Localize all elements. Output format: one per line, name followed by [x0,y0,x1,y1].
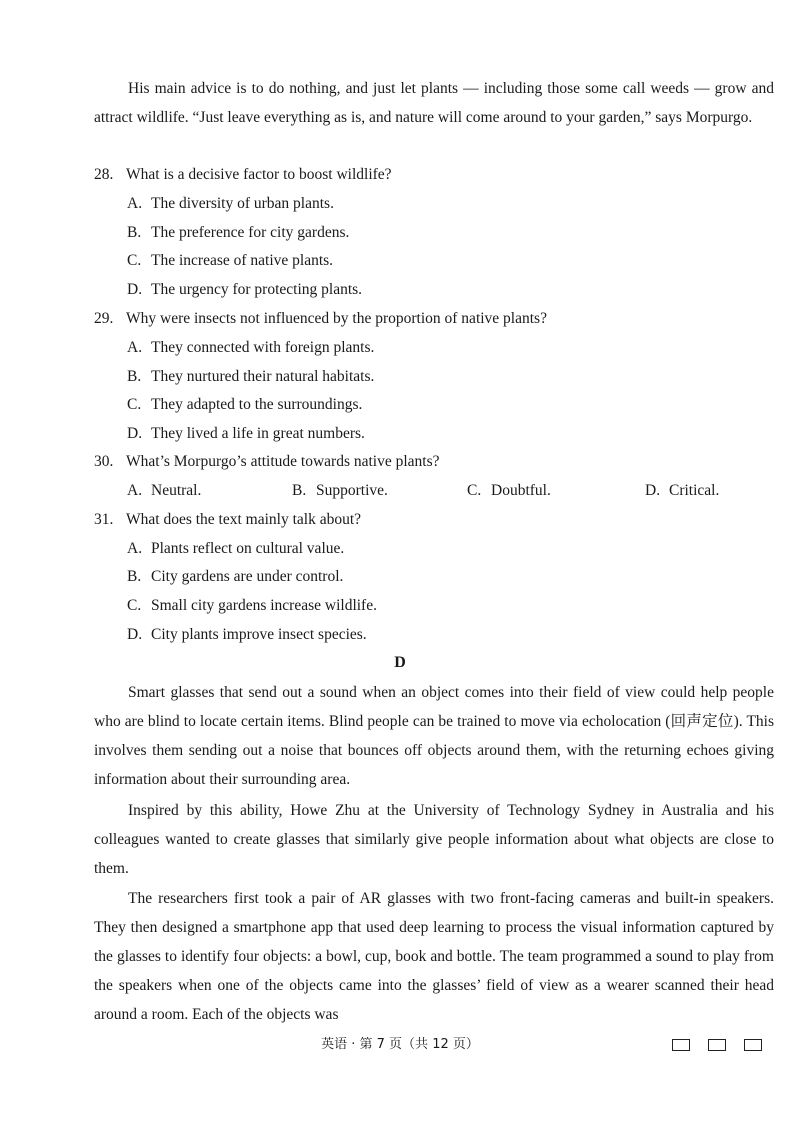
option-31-b[interactable] [127,562,767,591]
section-d-paragraph-1: Smart glasses that send out a sound when an object comes into their field of view could help people who are blind to locate certain items. Blind people can be trained to move via echolocation (回声定位). This involves them sending out a noise that bounces off objects around them, with the returning echoes giving information about their surrounding area. [94,684,774,788]
option-28-c[interactable] [127,246,767,275]
option-letter: C. [127,597,142,614]
option-letter: A. [127,339,143,356]
option-text: City plants improve insect species. [151,626,367,643]
option-text: Critical. [669,482,720,499]
option-31-c[interactable] [127,591,767,620]
option-29-b[interactable] [127,362,767,391]
question-number: 29. [94,310,114,327]
option-letter: D. [127,425,143,442]
option-letter: B. [127,368,142,385]
page-number-label: 英语 · 第 7 页（共 12 页） [321,1037,479,1052]
question-number: 28. [94,166,114,183]
option-letter: A. [127,540,143,557]
option-30-c[interactable] [467,476,551,505]
option-text: Small city gardens increase wildlife. [151,597,377,614]
score-box [708,1039,726,1051]
option-text: They nurtured their natural habitats. [151,368,375,385]
score-box [672,1039,690,1051]
option-29-c[interactable] [127,390,767,419]
option-text: They lived a life in great numbers. [151,425,365,442]
option-29-d[interactable] [127,419,767,448]
question-28 [94,160,774,189]
passage-c-closing-paragraph: His main advice is to do nothing, and just let plants — including those some call weeds — grow and attract wildlife. “Just leave everything as is, and nature will come around to your garden,” says Morpurgo. [94,80,774,126]
option-letter: A. [127,195,143,212]
page-footer [0,1033,800,1057]
option-letter: B. [127,568,142,585]
option-text: City gardens are under control. [151,568,344,585]
option-letter: C. [467,482,482,499]
section-d-title: D [394,654,406,671]
question-stem: What is a decisive factor to boost wildlife? [126,166,392,183]
option-text: Supportive. [316,482,388,499]
option-text: Doubtful. [491,482,551,499]
option-28-a[interactable] [127,189,767,218]
option-30-d[interactable] [645,476,719,505]
question-stem: What’s Morpurgo’s attitude towards native plants? [126,453,440,470]
option-text: They adapted to the surroundings. [151,396,363,413]
option-text: The diversity of urban plants. [151,195,334,212]
option-text: The urgency for protecting plants. [151,281,363,298]
question-30-options [127,476,767,505]
option-text: The preference for city gardens. [151,224,350,241]
question-30 [94,447,774,476]
question-29 [94,304,774,333]
question-stem: What does the text mainly talk about? [126,511,362,528]
option-letter: A. [127,482,143,499]
option-letter: C. [127,252,142,269]
option-letter: B. [292,482,307,499]
question-31 [94,505,774,534]
option-letter: D. [127,626,143,643]
option-text: They connected with foreign plants. [151,339,375,356]
question-number: 30. [94,453,114,470]
question-stem: Why were insects not influenced by the proportion of native plants? [126,310,547,327]
option-letter: C. [127,396,142,413]
option-28-d[interactable] [127,275,767,304]
section-d-paragraph-3: The researchers first took a pair of AR glasses with two front-facing cameras and built-in speakers. They then designed a smartphone app that used deep learning to process the visual information captured by the glasses to identify four objects: a bowl, cup, book and bottle. The team programmed a sound to play from the speakers when one of the objects came into the glasses’ field of view as a wearer scanned their head around a room. Each of the objects was [94,890,774,1023]
option-letter: D. [127,281,143,298]
option-28-b[interactable] [127,218,767,247]
option-letter: D. [645,482,661,499]
option-text: Neutral. [151,482,202,499]
section-d-paragraph-2: Inspired by this ability, Howe Zhu at the University of Technology Sydney in Australia and his colleagues wanted to create glasses that similarly give people information about what objects are close to them. [94,802,774,877]
option-text: Plants reflect on cultural value. [151,540,345,557]
score-boxes [654,1039,762,1063]
option-31-a[interactable] [127,534,767,563]
option-30-a[interactable] [127,476,201,505]
option-text: The increase of native plants. [151,252,334,269]
question-number: 31. [94,511,114,528]
option-30-b[interactable] [292,476,388,505]
option-letter: B. [127,224,142,241]
option-29-a[interactable] [127,333,767,362]
option-31-d[interactable] [127,620,767,649]
score-box [744,1039,762,1051]
